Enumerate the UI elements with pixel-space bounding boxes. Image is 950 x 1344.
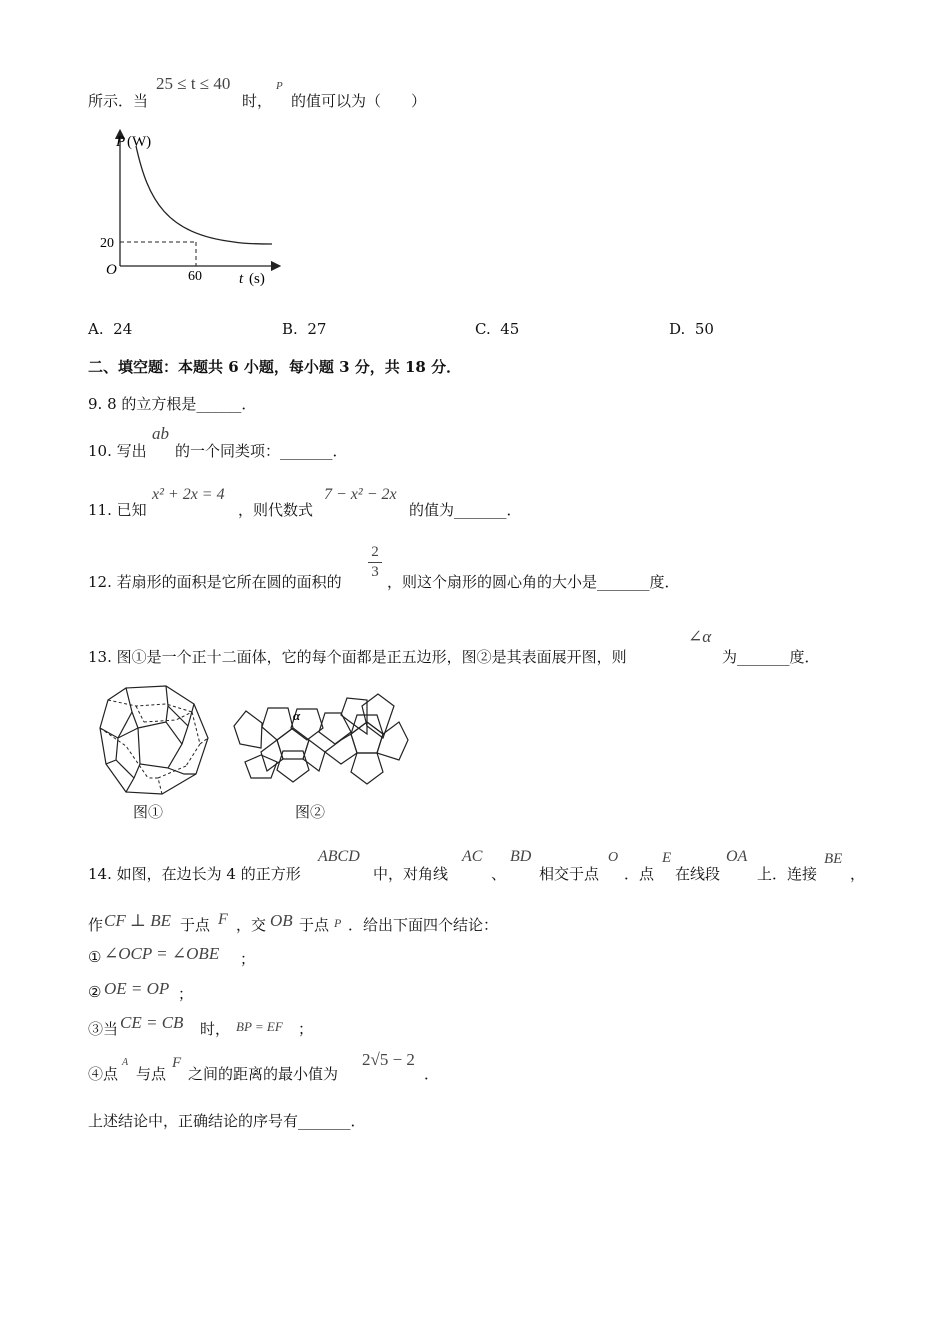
q8-graph bbox=[96, 128, 286, 293]
option-label: D. bbox=[669, 320, 686, 338]
q14-l2-a: 作 bbox=[88, 916, 104, 934]
q8-stem bbox=[88, 90, 148, 111]
q14-c3-expr1: CE = CB bbox=[120, 1013, 184, 1032]
option-label: B. bbox=[282, 320, 298, 338]
q14-ac: AC bbox=[462, 848, 483, 865]
q14-be: BE bbox=[824, 851, 843, 867]
q12-fraction-bar bbox=[368, 562, 382, 563]
q14-c4-a: ④点 bbox=[88, 1065, 119, 1083]
q11-suffix: 的值为_______． bbox=[409, 501, 522, 519]
q14-l1-d: 相交于点 bbox=[539, 865, 600, 883]
option-value: 24 bbox=[113, 320, 133, 338]
q14-l1-f: 在线段 bbox=[675, 865, 721, 883]
q14-c2-expr: OE = OP bbox=[104, 979, 170, 998]
q13-prefix: 13. 图①是一个正十二面体，它的每个面都是正五边形，图②是其表面展开图，则 bbox=[88, 648, 627, 666]
q10-prefix: 10. 写出 bbox=[88, 442, 147, 460]
q14-E: E bbox=[662, 850, 672, 866]
q14-oa: OA bbox=[726, 848, 748, 865]
option-value: 45 bbox=[500, 320, 520, 338]
q8-mid: 时， bbox=[242, 92, 273, 110]
q14-c4-F: F bbox=[172, 1055, 182, 1071]
q8-var-p: P bbox=[276, 80, 283, 92]
q8-suffix: 的值可以为（ ） bbox=[291, 92, 427, 110]
q14-l2-b: 于点 bbox=[180, 916, 211, 934]
q14-c4-expr: 2√5 − 2 bbox=[362, 1050, 415, 1069]
q8-option-a[interactable] bbox=[88, 320, 132, 338]
q14-l1-g: 上．连接 bbox=[757, 865, 818, 883]
q12-suffix: ，则这个扇形的圆心角的大小是_______度． bbox=[387, 573, 680, 591]
q14-abcd: ABCD bbox=[318, 848, 360, 865]
option-value: 50 bbox=[694, 320, 714, 338]
q14-o: O bbox=[608, 850, 619, 865]
q14-bd: BD bbox=[510, 848, 532, 865]
q14-c3-a: ③当 bbox=[88, 1020, 119, 1038]
q14-c3-expr2: BP = EF bbox=[236, 1019, 283, 1034]
q14-l2-c: ，交 bbox=[236, 916, 267, 934]
q12-prefix: 12. 若扇形的面积是它所在圆的面积的 bbox=[88, 573, 342, 591]
origin-label: O bbox=[106, 262, 117, 278]
q14-c1-expr: ∠OCP = ∠OBE bbox=[104, 944, 220, 963]
dodecahedron-figure bbox=[96, 682, 214, 798]
q14-c4-A: A bbox=[122, 1057, 129, 1068]
q8-option-d[interactable] bbox=[669, 320, 714, 338]
q14-ob: OB bbox=[270, 911, 293, 930]
fig2-caption: 图② bbox=[295, 803, 326, 821]
q14-l2-e: ．给出下面四个结论： bbox=[348, 916, 499, 934]
q8-option-c[interactable] bbox=[475, 320, 519, 338]
q14-c2-end: ； bbox=[178, 985, 194, 1003]
option-value: 27 bbox=[307, 320, 327, 338]
q11-expr1: x² + 2x = 4 bbox=[152, 486, 225, 503]
q12-numerator: 2 bbox=[371, 544, 379, 560]
q14-l2-d: 于点 bbox=[299, 916, 330, 934]
q14-l1-a: 14. 如图，在边长为 4 的正方形 bbox=[88, 865, 301, 883]
q14-c1-num: ① bbox=[88, 948, 102, 966]
option-label: A. bbox=[88, 320, 104, 338]
q14-F: F bbox=[218, 911, 228, 928]
q9: 9. 8 的立方根是______． bbox=[88, 395, 257, 413]
y-label-var: P bbox=[116, 134, 126, 150]
x-label-unit: (s) bbox=[249, 271, 265, 287]
x-tick-60: 60 bbox=[188, 269, 202, 284]
q14-c1-end: ； bbox=[240, 950, 256, 968]
q14-c3-end: ； bbox=[298, 1020, 314, 1038]
q8-option-b[interactable] bbox=[282, 320, 326, 338]
y-tick-20: 20 bbox=[100, 236, 114, 251]
front-face bbox=[138, 722, 182, 768]
q12-denominator: 3 bbox=[371, 564, 379, 580]
q13-suffix: 为_______度． bbox=[722, 648, 820, 666]
q11-mid: ，则代数式 bbox=[238, 501, 314, 519]
y-label-unit: (W) bbox=[127, 134, 152, 150]
q14-P: P bbox=[334, 916, 342, 930]
q13-angle: ∠α bbox=[688, 627, 712, 646]
x-label-var: t bbox=[239, 271, 244, 287]
q14-cf-perp-be: CF ⊥ BE bbox=[104, 911, 171, 930]
p-t-curve bbox=[136, 146, 272, 244]
q8-prefix: 所示．当 bbox=[88, 92, 149, 110]
q14-c2-num: ② bbox=[88, 983, 102, 1001]
dodecahedron-net-figure bbox=[230, 690, 410, 785]
q10-expr: ab bbox=[152, 424, 169, 443]
section2-heading: 二、填空题：本题共 6 小题，每小题 3 分，共 18 分． bbox=[88, 358, 462, 376]
alpha-label: α bbox=[293, 708, 301, 723]
q14-c4-b: 与点 bbox=[136, 1065, 167, 1083]
fig1-caption: 图① bbox=[133, 803, 164, 821]
q14-c3-b: 时， bbox=[200, 1020, 231, 1038]
q8-condition: 25 ≤ t ≤ 40 bbox=[156, 74, 231, 93]
q10-suffix: 的一个同类项：_______． bbox=[175, 442, 348, 460]
q14-c4-c: 之间的距离的最小值为 bbox=[188, 1065, 339, 1083]
q14-c4-end: ． bbox=[424, 1065, 440, 1083]
q14-l1-h: ， bbox=[850, 865, 866, 883]
q14-conclusion: 上述结论中，正确结论的序号有_______． bbox=[88, 1112, 366, 1130]
option-label: C. bbox=[475, 320, 491, 338]
q12-fraction bbox=[368, 544, 382, 581]
q14-l1-e: ．点 bbox=[624, 865, 655, 883]
q14-l1-b: 中，对角线 bbox=[373, 865, 449, 883]
q14-l1-c: 、 bbox=[491, 865, 507, 883]
q11-prefix: 11. 已知 bbox=[88, 501, 147, 519]
q11-expr2: 7 − x² − 2x bbox=[324, 486, 397, 503]
